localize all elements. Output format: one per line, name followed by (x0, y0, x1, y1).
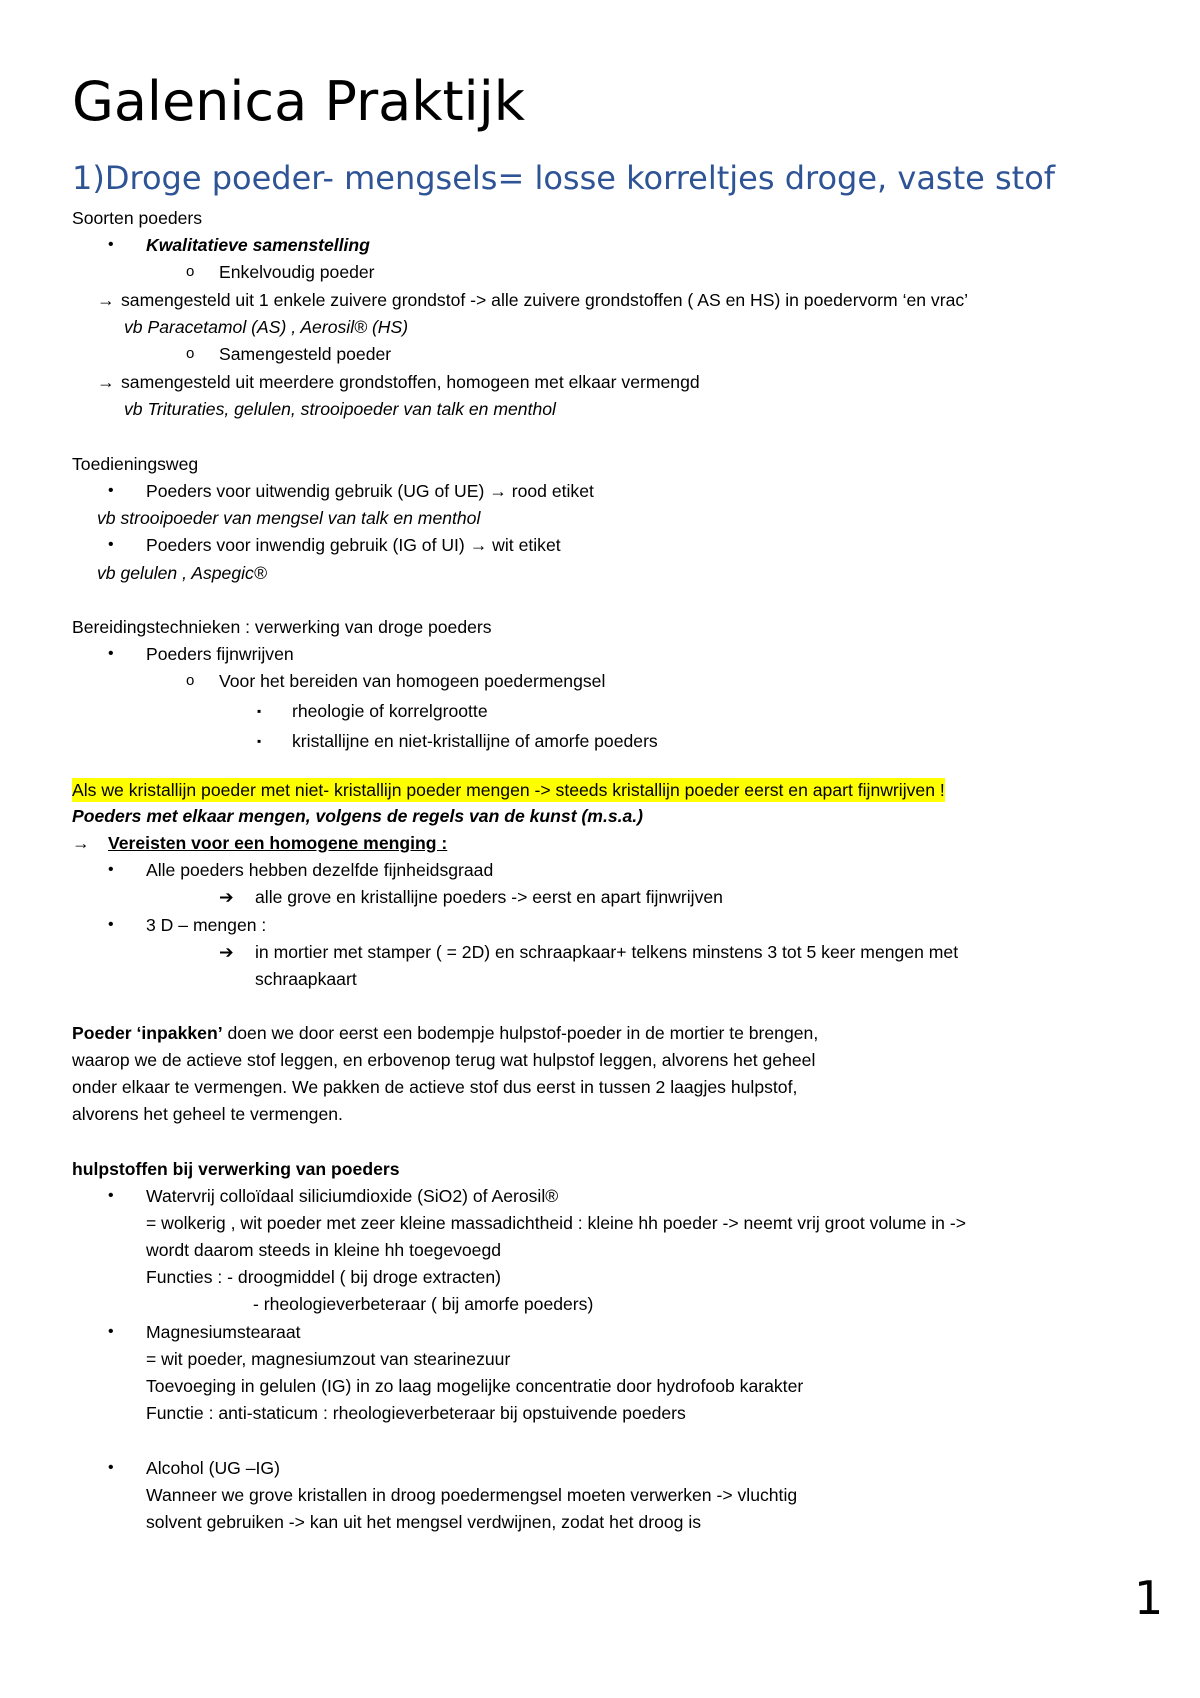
example-line: vb gelulen , Aspegic® (97, 563, 267, 583)
bullet-icon: • (108, 482, 114, 499)
bold-arrow-icon: ➔ (219, 942, 234, 962)
list-item: Kwalitatieve samenstelling (146, 235, 370, 255)
arrow-line-text: samengesteld uit meerdere grondstoffen, homogeen met elkaar vermengd (121, 372, 700, 392)
paragraph-text: doen we door eerst een bodempje hulpstof-poeder in de mortier te brengen, (222, 1023, 819, 1043)
arrow-line (97, 370, 700, 394)
bullet-icon: • (108, 916, 114, 933)
paragraph-line: waarop we de actieve stof leggen, en erbovenop terug wat hulpstof leggen, alvorens het geheel (72, 1050, 816, 1070)
arrow-line (219, 940, 958, 964)
list-item: Samengesteld poeder (219, 344, 392, 364)
arrow-icon: → (72, 833, 90, 853)
list-item-detail: Functie : anti-staticum : rheologieverbeteraar bij opstuivende poeders (146, 1403, 686, 1423)
arrow-line-text: samengesteld uit 1 enkele zuivere grondstof -> alle zuivere grondstoffen ( AS en HS) in poedervorm ‘en vrac’ (121, 290, 969, 310)
bullet-icon: • (108, 645, 114, 662)
bullet-icon: • (108, 1187, 114, 1204)
bold-arrow-icon: ➔ (219, 887, 234, 907)
list-item-detail: = wolkerig , wit poeder met zeer kleine massadichtheid : kleine hh poeder -> neemt vrij groot volume in -> (146, 1213, 966, 1233)
list-item-text: rood etiket (511, 481, 594, 501)
arrow-icon: → (97, 290, 115, 310)
continuation-line: schraapkaart (255, 969, 357, 989)
list-item-detail: - rheologieverbeteraar ( bij amorfe poeders) (253, 1294, 594, 1314)
list-item: Poeders fijnwrijven (146, 644, 294, 664)
requirements-heading-text: Vereisten voor een homogene menging : (108, 833, 448, 853)
list-item-text: Poeders voor inwendig gebruik (IG of UI) (146, 535, 465, 555)
bullet-icon: • (108, 536, 114, 553)
bold-term: Poeder ‘inpakken’ (72, 1023, 223, 1043)
paragraph-line: onder elkaar te vermengen. We pakken de actieve stof dus eerst in tussen 2 laagjes hulpstof, (72, 1077, 798, 1097)
document-title: Galenica Praktijk (72, 70, 525, 133)
list-item (146, 533, 561, 557)
list-item-detail: Wanneer we grove kristallen in droog poedermengsel moeten verwerken -> vluchtig (146, 1485, 798, 1505)
paragraph-line (72, 1021, 818, 1045)
subheading-hulpstoffen: hulpstoffen bij verwerking van poeders (72, 1159, 400, 1179)
arrow-icon: → (97, 372, 115, 392)
subheading-soorten: Soorten poeders (72, 208, 203, 228)
arrow-icon: → (469, 535, 488, 555)
arrow-line (219, 885, 723, 909)
list-item-text: Poeders voor uitwendig gebruik (UG of UE) (146, 481, 485, 501)
list-item (146, 479, 594, 503)
list-item: Magnesiumstearaat (146, 1322, 301, 1342)
list-item-detail: Toevoeging in gelulen (IG) in zo laag mogelijke concentratie door hydrofoob karakter (146, 1376, 804, 1396)
bold-italic-line: Poeders met elkaar mengen, volgens de regels van de kunst (m.s.a.) (72, 806, 644, 826)
bullet-icon: • (108, 861, 114, 878)
circle-bullet-icon: o (186, 672, 195, 689)
bullet-icon: • (108, 1323, 114, 1340)
list-item: Alle poeders hebben dezelfde fijnheidsgraad (146, 860, 494, 880)
list-item: Alcohol (UG –IG) (146, 1458, 280, 1478)
square-bullet-icon: ▪ (257, 704, 262, 718)
section-heading: 1)Droge poeder- mengsels= losse korreltjes droge, vaste stof (72, 159, 1056, 197)
subheading-toedieningsweg: Toedieningsweg (72, 454, 199, 474)
bullet-icon: • (108, 236, 114, 253)
arrow-icon: → (489, 481, 507, 501)
bullet-icon: • (108, 1459, 114, 1476)
highlighted-note: Als we kristallijn poeder met niet- kristallijn poeder mengen -> steeds kristallijn poeder eerst en apart fijnwrijven ! (72, 780, 945, 800)
subheading-bereidingstechnieken: Bereidingstechnieken : verwerking van droge poeders (72, 617, 492, 637)
example-line: vb Paracetamol (AS) , Aerosil® (HS) (124, 317, 409, 337)
arrow-line-text: in mortier met stamper ( = 2D) en schraapkaar+ telkens minstens 3 tot 5 keer mengen met (255, 942, 959, 962)
page-number: 1 (1134, 1571, 1164, 1625)
requirements-heading (72, 831, 447, 855)
circle-bullet-icon: o (186, 263, 195, 280)
circle-bullet-icon: o (186, 345, 195, 362)
example-line: vb Trituraties, gelulen, strooipoeder van talk en menthol (124, 399, 556, 419)
square-bullet-icon: ▪ (257, 734, 262, 748)
list-item-text: wit etiket (492, 535, 561, 555)
list-item-detail: = wit poeder, magnesiumzout van stearinezuur (146, 1349, 511, 1369)
paragraph-line: alvorens het geheel te vermengen. (72, 1104, 343, 1124)
list-item-detail: wordt daarom steeds in kleine hh toegevoegd (146, 1240, 502, 1260)
list-item: Enkelvoudig poeder (219, 262, 375, 282)
example-line: vb strooipoeder van mengsel van talk en menthol (97, 508, 481, 528)
arrow-line-text: alle grove en kristallijne poeders -> eerst en apart fijnwrijven (255, 887, 723, 907)
list-item-detail: solvent gebruiken -> kan uit het mengsel verdwijnen, zodat het droog is (146, 1512, 702, 1532)
arrow-line (97, 288, 968, 312)
list-item: Voor het bereiden van homogeen poedermengsel (219, 671, 606, 691)
list-item: kristallijne en niet-kristallijne of amorfe poeders (292, 731, 658, 751)
list-item-detail: Functies : - droogmiddel ( bij droge extracten) (146, 1267, 501, 1287)
list-item: 3 D – mengen : (146, 915, 267, 935)
list-item: rheologie of korrelgrootte (292, 701, 488, 721)
list-item: Watervrij colloïdaal siliciumdioxide (SiO2) of Aerosil® (146, 1186, 559, 1206)
